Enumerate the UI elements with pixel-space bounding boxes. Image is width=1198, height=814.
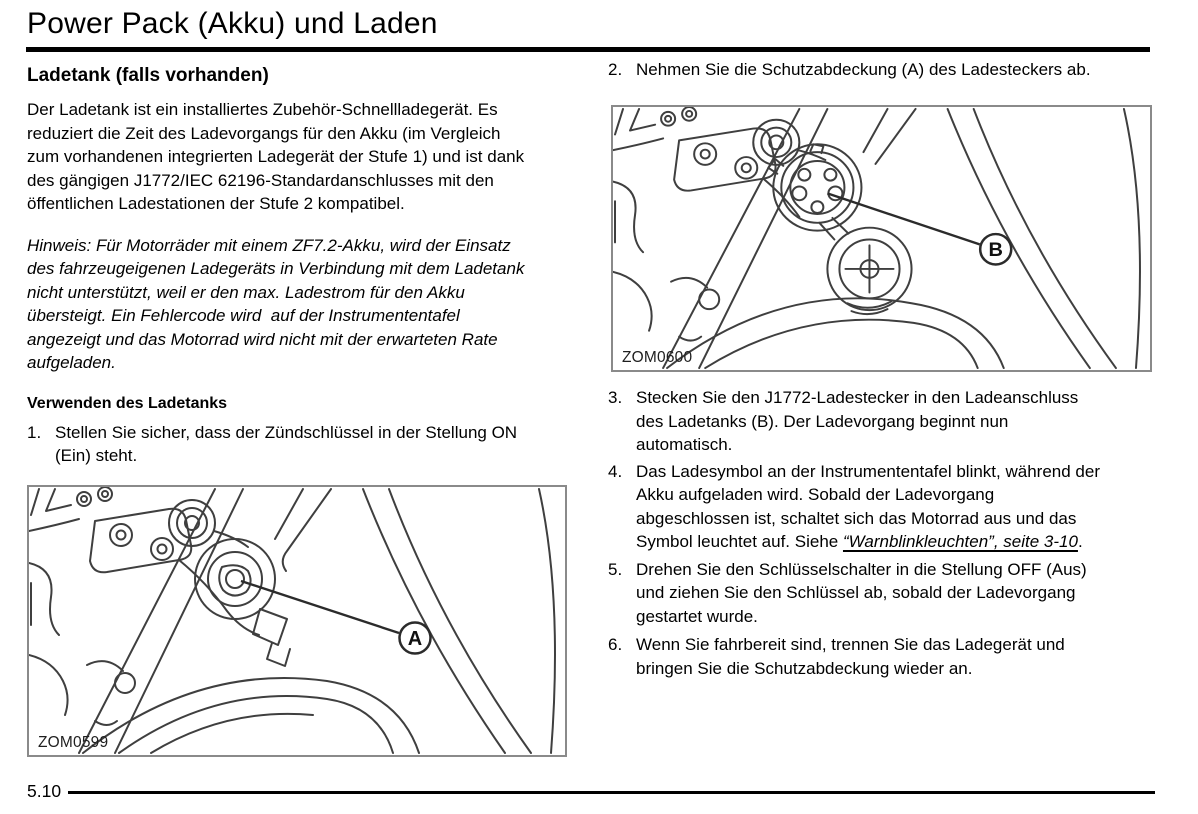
right-column-steps bbox=[608, 386, 1178, 680]
intro-paragraph bbox=[27, 98, 573, 216]
step-item-6 bbox=[608, 633, 1178, 680]
step-text bbox=[636, 58, 1178, 82]
text-line: Drehen Sie den Schlüsselschalter in die Stellung OFF (Aus) bbox=[636, 559, 1087, 579]
page-title: Power Pack (Akku) und Laden bbox=[27, 7, 438, 40]
step-number: 6. bbox=[608, 635, 623, 654]
text-line: des Ladetanks (B). Der Ladevorgang beginnt nun bbox=[636, 411, 1009, 431]
text-line: Stellen Sie sicher, dass der Zündschlüssel in der Stellung ON bbox=[55, 422, 518, 442]
step-item-5 bbox=[608, 558, 1178, 629]
text-line: Stecken Sie den J1772-Ladestecker in den Ladeanschluss bbox=[636, 388, 1079, 407]
text-line: übersteigt. Ein Fehlercode wird auf der Instrumententafel bbox=[27, 306, 460, 325]
note-paragraph bbox=[27, 234, 573, 375]
figure-charge-port-open bbox=[611, 105, 1152, 372]
step-text bbox=[636, 460, 1178, 554]
step-text bbox=[55, 421, 573, 468]
text-line: (Ein) steht. bbox=[55, 446, 138, 465]
text-line: Das Ladesymbol an der Instrumententafel blinkt, während der bbox=[636, 461, 1100, 481]
left-column bbox=[27, 64, 573, 468]
step-number: 2. bbox=[608, 60, 623, 79]
title-divider bbox=[26, 47, 1150, 52]
step-number: 5. bbox=[608, 559, 623, 579]
text-line: des fahrzeugeigenen Ladegeräts in Verbindung mit dem Ladetank bbox=[27, 259, 525, 278]
text-line: gestartet wurde. bbox=[636, 606, 758, 626]
text-line: abgeschlossen ist, schaltet sich das Motorrad aus und das bbox=[636, 508, 1077, 528]
step-item-2 bbox=[608, 58, 1178, 82]
step-number: 1. bbox=[27, 422, 42, 442]
section-heading: Ladetank (falls vorhanden) bbox=[27, 65, 269, 86]
text-line: Hinweis: Für Motorräder mit einem ZF7.2-Akku, wird der Einsatz bbox=[27, 235, 511, 255]
text-line: Akku aufgeladen wird. Sobald der Ladevorgang bbox=[636, 485, 995, 504]
figure-charge-port-covered bbox=[27, 485, 567, 757]
step-text bbox=[636, 633, 1178, 680]
step-text bbox=[636, 386, 1178, 457]
figure-b-caption: ZOM0600 bbox=[622, 349, 693, 366]
callout-a-label: A bbox=[407, 628, 423, 650]
charge-port-cover-illustration bbox=[29, 487, 565, 755]
subsection-heading: Verwenden des Ladetanks bbox=[27, 394, 228, 412]
charge-port-socket-illustration bbox=[613, 107, 1150, 370]
step-number: 4. bbox=[608, 461, 623, 481]
text-line: Wenn Sie fahrbereit sind, trennen Sie das Ladegerät und bbox=[636, 635, 1065, 654]
figure-a-caption: ZOM0599 bbox=[38, 734, 109, 751]
text-line: aufgeladen. bbox=[27, 353, 116, 372]
text-line: und ziehen Sie den Schlüssel ab, sobald der Ladevorgang bbox=[636, 583, 1076, 602]
footer-divider bbox=[68, 791, 1155, 794]
callout-b-label: B bbox=[988, 239, 1003, 262]
text-line: angezeigt und das Motorrad wird nicht mit der erwarteten Rate bbox=[27, 329, 498, 349]
cross-reference-link[interactable]: “Warnblinkleuchten”, seite 3-10 bbox=[842, 532, 1078, 551]
text-line: öffentlichen Ladestationen der Stufe 2 kompatibel. bbox=[27, 194, 405, 213]
text-line: bringen Sie die Schutzabdeckung wieder an. bbox=[636, 658, 973, 678]
text-line: zum vorhandenen integrierten Ladegerät der Stufe 1) und ist dank bbox=[27, 147, 525, 166]
text-line: reduziert die Zeit des Ladevorgangs für den Akku (im Vergleich bbox=[27, 123, 501, 143]
text-line: Der Ladetank ist ein installiertes Zubehör-Schnellladegerät. Es bbox=[27, 100, 498, 119]
step-text-line-with-link bbox=[636, 530, 1178, 554]
step-text bbox=[636, 558, 1178, 629]
text-line: des gängigen J1772/IEC 62196-Standardanschlusses mit den bbox=[27, 170, 494, 190]
link-suffix-text: . bbox=[1077, 532, 1083, 551]
text-line: automatisch. bbox=[636, 435, 733, 454]
page-number: 5.10 bbox=[27, 781, 62, 801]
right-column-top bbox=[608, 58, 1178, 82]
step-item-1 bbox=[27, 421, 573, 468]
step-item-4 bbox=[608, 460, 1178, 554]
link-prefix-text: Symbol leuchtet auf. Siehe bbox=[636, 532, 843, 551]
step-item-3 bbox=[608, 386, 1178, 457]
text-line: Nehmen Sie die Schutzabdeckung (A) des Ladesteckers ab. bbox=[636, 60, 1091, 79]
step-text-lines bbox=[636, 460, 1178, 531]
text-line: nicht unterstützt, weil er den max. Ladestrom für den Akku bbox=[27, 282, 465, 302]
step-number: 3. bbox=[608, 388, 623, 407]
